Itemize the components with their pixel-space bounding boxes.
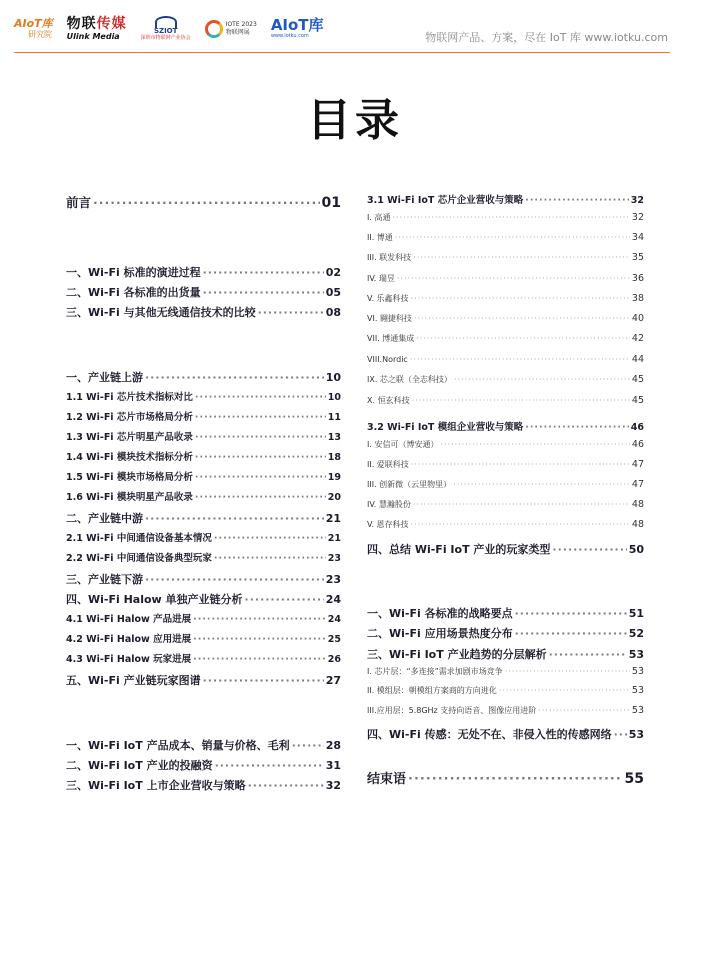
toc-entry-page: 25 [327, 634, 341, 645]
sziot-logo-main: SZIOT [153, 27, 178, 35]
toc-entry-page: 21 [325, 512, 341, 525]
toc-entry-page: 28 [325, 739, 341, 752]
ulink-logo-red-text: 传媒 [96, 15, 127, 32]
toc-entry-page: 40 [631, 313, 644, 324]
toc-entry[interactable] [367, 313, 644, 324]
toc-entry-page: 53 [631, 705, 644, 716]
toc-entry[interactable] [66, 489, 341, 503]
toc-entry-title: 2.1 Wi-Fi 中间通信设备基本情况 [66, 533, 212, 544]
toc-leader-dots [549, 648, 627, 661]
toc-entry-page: 32 [325, 779, 341, 792]
toc-entry-title: 五、Wi-Fi 产业链玩家图谱 [66, 674, 201, 687]
toc-entry[interactable] [66, 591, 341, 607]
toc-entry-title: 一、Wi-Fi IoT 产品成本、销量与价格、毛利 [66, 739, 290, 752]
toc-leader-dots [145, 371, 324, 384]
toc-entry-title: 四、Wi-Fi 传感：无处不在、非侵入性的传感网络 [367, 728, 612, 741]
toc-leader-dots [505, 667, 630, 676]
toc-entry-title: 前言 [66, 195, 92, 210]
toc-entry-page: 21 [327, 533, 341, 544]
page-title: 目录 [307, 95, 403, 146]
toc-entry-title: 4.3 Wi-Fi Halow 玩家进展 [66, 654, 192, 665]
toc-entry[interactable] [367, 273, 644, 284]
toc-entry-page: 35 [631, 252, 644, 263]
toc-entry[interactable] [367, 419, 644, 433]
toc-entry-page: 23 [325, 573, 341, 586]
aiot-logo-main: AIoT库 [14, 17, 53, 30]
toc-entry-page: 32 [630, 195, 644, 206]
toc-leader-dots [145, 573, 324, 586]
toc-entry[interactable] [367, 726, 644, 742]
toc-entry[interactable] [66, 777, 341, 793]
toc-entry[interactable] [367, 479, 644, 490]
iote-logo-line1: IOTE 2023 [225, 21, 257, 29]
toc-leader-dots [195, 492, 326, 503]
toc-entry-page: 31 [325, 759, 341, 772]
toc-leader-dots [195, 412, 326, 423]
toc-entry-page: 53 [631, 666, 644, 677]
toc-leader-dots [193, 654, 326, 665]
toc-entry[interactable] [66, 284, 341, 300]
toc-entry[interactable] [367, 212, 644, 223]
toc-entry-title: II. 模组层：朝模组方案商的方向进化 [367, 686, 497, 695]
toc-entry-title: 四、Wi-Fi Halow 单独产业链分析 [66, 593, 243, 606]
toc-entry-title: V. 乐鑫科技 [367, 294, 409, 303]
toc-entry-title: III. 创新微（云里物里） [367, 480, 452, 489]
toc-entry-title: 1.5 Wi-Fi 模块市场格局分析 [66, 472, 193, 483]
toc-leader-dots [411, 520, 630, 529]
toc-entry-title: 三、产业链下游 [66, 573, 143, 586]
toc-entry-title: 四、总结 Wi-Fi IoT 产业的玩家类型 [367, 543, 551, 556]
header-divider [14, 52, 670, 53]
toc-leader-dots [413, 253, 630, 262]
toc-entry-page: 38 [631, 293, 644, 304]
toc-entry-page: 01 [321, 195, 341, 211]
toc-entry-title: IX. 芯之联（全志科技） [367, 375, 452, 384]
toc-entry[interactable] [367, 768, 644, 787]
toc-leader-dots [215, 759, 324, 772]
toc-entry-title: II. 爱联科技 [367, 460, 409, 469]
toc-leader-dots [538, 706, 630, 715]
toc-entry-page: 11 [327, 412, 341, 423]
iote-ring-icon [205, 20, 223, 38]
toc-leader-dots [411, 460, 630, 469]
toc-entry-title: VI. 翱捷科技 [367, 314, 412, 323]
toc-leader-dots [392, 213, 629, 222]
toc-entry-page: 44 [631, 354, 644, 365]
toc-leader-dots [525, 195, 629, 206]
toc-entry-page: 46 [631, 439, 644, 450]
toc-entry-page: 13 [327, 432, 341, 443]
toc-entry[interactable] [66, 672, 341, 688]
toc-leader-dots [203, 266, 324, 279]
toc-entry[interactable] [66, 611, 341, 625]
toc-leader-dots [453, 480, 630, 489]
toc-entry[interactable] [66, 530, 341, 544]
toc-entry-title: 3.2 Wi-Fi IoT 模组企业营收与策略 [367, 422, 524, 433]
toc-entry-page: 05 [325, 286, 341, 299]
toc-entry-title: I. 高通 [367, 213, 391, 222]
ulink-media-logo [67, 17, 127, 41]
toc-entry[interactable] [367, 519, 644, 530]
toc-entry-page: 27 [325, 674, 341, 687]
toc-entry-page: 47 [631, 459, 644, 470]
toc-leader-dots [245, 593, 324, 606]
toc-entry[interactable] [367, 354, 644, 365]
toc-entry-title: III.应用层：5.8GHz 支持向语音、图像应用进阶 [367, 706, 537, 715]
toc-entry-title: III. 联发科技 [367, 253, 412, 262]
toc-entry[interactable] [367, 646, 644, 662]
toc-entry[interactable] [367, 333, 644, 344]
toc-entry-page: 53 [628, 728, 644, 741]
sziot-logo [141, 16, 191, 41]
toc-entry-title: I. 安信可（博安通） [367, 440, 439, 449]
toc-entry-page: 23 [327, 553, 341, 564]
toc-entry[interactable] [367, 685, 644, 696]
toc-entry-title: VIII.Nordic [367, 355, 408, 364]
toc-entry-title: II. 博通 [367, 233, 393, 242]
toc-leader-dots [515, 607, 627, 620]
toc-leader-dots [193, 614, 326, 625]
toc-entry-title: 4.2 Wi-Fi Halow 应用进展 [66, 634, 192, 645]
toc-entry-title: X. 恒玄科技 [367, 396, 410, 405]
toc-entry[interactable] [367, 439, 644, 450]
toc-entry-title: 二、Wi-Fi 应用场景热度分布 [367, 627, 513, 640]
toc-leader-dots [525, 422, 629, 433]
header-tagline: 物联网产品、方案，尽在 IoT 库 www.iotku.com [425, 31, 668, 44]
iotku-logo-sub: www.iotku.com [270, 33, 309, 39]
sziot-logo-sub: 深圳市物联网产业协会 [140, 35, 191, 41]
toc-entry-title: 1.1 Wi-Fi 芯片技术指标对比 [66, 392, 193, 403]
toc-entry[interactable] [367, 459, 644, 470]
toc-entry-title: 一、Wi-Fi 标准的演进过程 [66, 266, 201, 279]
toc-entry-page: 34 [631, 232, 644, 243]
toc-entry[interactable] [66, 264, 341, 280]
toc-leader-dots [416, 334, 630, 343]
toc-entry-page: 48 [631, 499, 644, 510]
toc-entry-title: 结束语 [367, 772, 407, 787]
toc-entry[interactable] [66, 409, 341, 423]
toc-entry[interactable] [367, 666, 644, 677]
logo-bar [14, 16, 324, 41]
toc-leader-dots [499, 686, 630, 695]
toc-leader-dots [408, 772, 623, 787]
toc-leader-dots [193, 634, 326, 645]
toc-leader-dots [195, 472, 326, 483]
toc-leader-dots [195, 392, 326, 403]
toc-entry-page: 02 [325, 266, 341, 279]
toc-entry-page: 45 [631, 395, 644, 406]
toc-entry-page: 48 [631, 519, 644, 530]
toc-entry-title: IV. 瑞昱 [367, 274, 395, 283]
toc-entry-title: I. 芯片层：“多连接”需求加剧市场竞争 [367, 667, 503, 676]
toc-entry[interactable] [367, 374, 644, 385]
toc-leader-dots [397, 274, 630, 283]
toc-entry[interactable] [367, 605, 644, 621]
toc-entry-title: 三、Wi-Fi 与其他无线通信技术的比较 [66, 306, 256, 319]
toc-entry[interactable] [367, 395, 644, 406]
toc-entry-title: 三、Wi-Fi IoT 产业趋势的分层解析 [367, 648, 547, 661]
toc-entry-page: 51 [628, 607, 644, 620]
iote-logo-text [226, 21, 257, 35]
toc-entry-page: 18 [327, 452, 341, 463]
toc-entry[interactable] [66, 304, 341, 320]
toc-leader-dots [412, 396, 630, 405]
toc-entry[interactable] [66, 369, 341, 385]
toc-leader-dots [414, 314, 630, 323]
aiot-logo-sub: 研究院 [28, 30, 52, 39]
toc-leader-dots [413, 500, 630, 509]
ulink-logo-main [67, 17, 127, 31]
toc-entry-title: 1.2 Wi-Fi 芯片市场格局分析 [66, 412, 193, 423]
toc-entry[interactable] [367, 192, 644, 206]
toc-leader-dots [552, 543, 626, 556]
toc-entry-page: 10 [325, 371, 341, 384]
toc-entry-page: 46 [630, 422, 644, 433]
toc-leader-dots [195, 432, 326, 443]
toc-leader-dots [614, 728, 627, 741]
toc-entry[interactable] [66, 449, 341, 463]
toc-entry-page: 24 [327, 614, 341, 625]
ulink-logo-sub: Ulink Media [66, 31, 120, 41]
toc-leader-dots [145, 512, 324, 525]
toc-entry-page: 45 [631, 374, 644, 385]
toc-entry[interactable] [367, 232, 644, 243]
toc-entry-page: 08 [325, 306, 341, 319]
toc-leader-dots [258, 306, 324, 319]
toc-entry-page: 20 [327, 492, 341, 503]
toc-entry-page: 50 [628, 543, 644, 556]
toc-entry-title: 1.6 Wi-Fi 模块明星产品收录 [66, 492, 193, 503]
toc-leader-dots [203, 286, 324, 299]
toc-entry-title: 1.3 Wi-Fi 芯片明星产品收录 [66, 432, 193, 443]
toc-entry-page: 32 [631, 212, 644, 223]
toc-entry-title: 一、产业链上游 [66, 371, 143, 384]
toc-leader-dots [515, 627, 627, 640]
toc-entry-title: 2.2 Wi-Fi 中间通信设备典型玩家 [66, 553, 212, 564]
toc-leader-dots [454, 375, 630, 384]
toc-entry-page: 10 [327, 392, 341, 403]
toc-entry[interactable] [367, 499, 644, 510]
toc-entry-page: 52 [628, 627, 644, 640]
toc-entry-title: 3.1 Wi-Fi IoT 芯片企业营收与策略 [367, 195, 524, 206]
toc-entry[interactable] [66, 193, 341, 211]
iote-logo-line2: 物联网展 [225, 28, 250, 36]
toc-entry-page: 24 [325, 593, 341, 606]
toc-entry-page: 42 [631, 333, 644, 344]
toc-leader-dots [292, 739, 324, 752]
toc-leader-dots [411, 294, 630, 303]
toc-entry-page: 47 [631, 479, 644, 490]
toc-leader-dots [440, 440, 629, 449]
toc-leader-dots [195, 452, 326, 463]
toc-entry-title: 三、Wi-Fi IoT 上市企业营收与策略 [66, 779, 246, 792]
toc-entry[interactable] [66, 510, 341, 526]
toc-leader-dots [395, 233, 630, 242]
toc-entry-title: 4.1 Wi-Fi Halow 产品进展 [66, 614, 192, 625]
toc-entry[interactable] [367, 541, 644, 557]
toc-entry[interactable] [66, 631, 341, 645]
toc-leader-dots [214, 533, 326, 544]
toc-entry[interactable] [367, 252, 644, 263]
toc-entry-page: 19 [327, 472, 341, 483]
toc-entry[interactable] [66, 737, 341, 753]
toc-entry-title: 二、Wi-Fi 各标准的出货量 [66, 286, 201, 299]
toc-entry[interactable] [66, 651, 341, 665]
toc-leader-dots [248, 779, 324, 792]
toc-entry-page: 53 [631, 685, 644, 696]
toc-entry[interactable] [66, 469, 341, 483]
toc-entry-title: 二、Wi-Fi IoT 产业的投融资 [66, 759, 213, 772]
iote-expo-logo [205, 20, 257, 38]
toc-leader-dots [203, 674, 324, 687]
toc-entry[interactable] [367, 705, 644, 716]
toc-leader-dots [214, 553, 326, 564]
toc-entry-title: 一、Wi-Fi 各标准的战略要点 [367, 607, 513, 620]
toc-entry-page: 53 [628, 648, 644, 661]
toc-leader-dots [410, 355, 630, 364]
toc-entry[interactable] [66, 571, 341, 587]
toc-entry[interactable] [66, 757, 341, 773]
toc-entry[interactable] [367, 293, 644, 304]
toc-entry[interactable] [66, 429, 341, 443]
toc-entry[interactable] [66, 550, 341, 564]
toc-entry-title: 二、产业链中游 [66, 512, 143, 525]
toc-entry[interactable] [66, 389, 341, 403]
toc-entry-title: VII. 博通集成 [367, 334, 415, 343]
toc-entry-title: IV. 慧瀚股份 [367, 500, 411, 509]
toc-entry-page: 36 [631, 273, 644, 284]
toc-leader-dots [93, 195, 320, 210]
toc-entry-title: V. 恩存科技 [367, 520, 409, 529]
toc-entry-title: 1.4 Wi-Fi 模块技术指标分析 [66, 452, 193, 463]
iotku-logo-main: AIoT库 [270, 16, 324, 34]
toc-entry[interactable] [367, 625, 644, 641]
toc-entry-page: 55 [624, 771, 644, 787]
toc-entry-page: 26 [327, 654, 341, 665]
aiot-research-logo [14, 18, 53, 39]
iotku-logo [271, 18, 324, 39]
ulink-logo-black-text: 物联 [66, 15, 97, 32]
page-header [0, 0, 710, 52]
